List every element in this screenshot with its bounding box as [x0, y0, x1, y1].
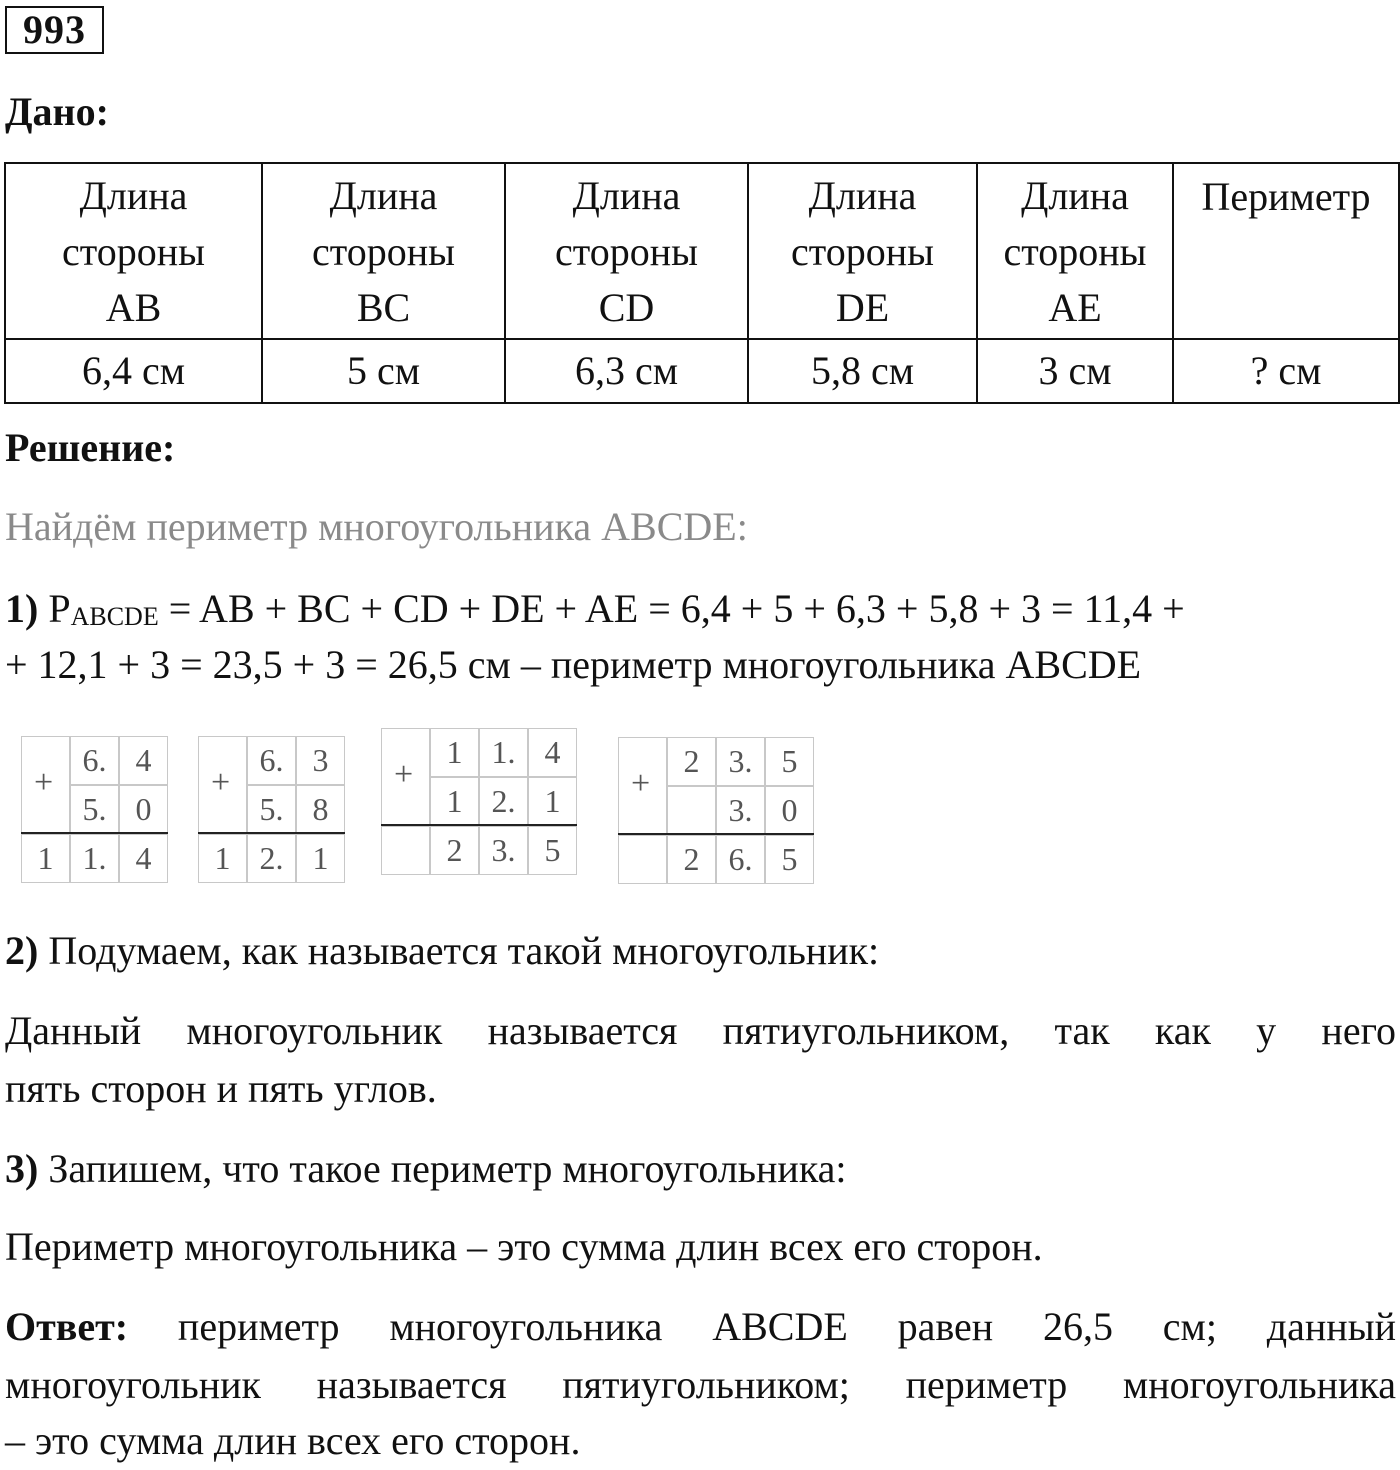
grid-cell: 3. [479, 826, 528, 875]
step2-paragraph-line2: пять сторон и пять углов. [5, 1066, 437, 1111]
grid-cell: 2 [667, 835, 716, 884]
header-ab: Длина стороны AB [5, 163, 262, 339]
step1-line2: + 12,1 + 3 = 23,5 + 3 = 26,5 см – периметр многоугольника ABCDE [5, 642, 1142, 687]
value-perimeter: ? см [1173, 339, 1399, 403]
step3-text: Запишем, что такое периметр многоугольника: [38, 1146, 847, 1191]
value-bc: 5 см [262, 339, 505, 403]
value-cd: 6,3 см [505, 339, 748, 403]
step2-paragraph-line1: Данный многоугольник называется пятиугольником, так как у него [5, 1008, 1396, 1053]
step2-text: Подумаем, как называется такой многоугольник: [38, 928, 880, 973]
grid-cell [667, 786, 716, 835]
header-de: Длина стороны DE [748, 163, 977, 339]
grid-cell: 1. [70, 834, 119, 883]
solution-heading: Решение: [5, 425, 176, 470]
answer-line1 [5, 1298, 1396, 1356]
step3-number: 3) [5, 1146, 39, 1191]
header-bc: Длина стороны BC [262, 163, 505, 339]
solution-intro: Найдём периметр многоугольника ABCDE: [5, 504, 748, 549]
grid-cell: 1 [430, 777, 479, 826]
header-cd: Длина стороны CD [505, 163, 748, 339]
step3-heading [5, 1140, 1396, 1198]
grid-cell: 0 [765, 786, 814, 835]
plus-sign: + [631, 765, 651, 802]
grid-cell: 3. [716, 737, 765, 786]
grid-cell: 2 [430, 826, 479, 875]
grid-cell: 6. [247, 736, 296, 785]
given-heading: Дано: [5, 89, 109, 134]
grid-cell: 0 [119, 785, 168, 834]
step2-heading [5, 922, 1396, 980]
answer-text1: периметр многоугольника ABCDE равен 26,5 см; данный [128, 1304, 1396, 1349]
grid-cell: 5. [247, 785, 296, 834]
grid-cell: 5. [70, 785, 119, 834]
grid-cell [618, 835, 667, 884]
grid-cell: 1 [198, 834, 247, 883]
step1-number: 1) [5, 586, 39, 631]
header-ae: Длина стороны AE [977, 163, 1173, 339]
grid-cell: 3. [716, 786, 765, 835]
grid-cell: 5 [765, 737, 814, 786]
step2-number: 2) [5, 928, 39, 973]
value-ae: 3 см [977, 339, 1173, 403]
grid-cell: 2. [247, 834, 296, 883]
perimeter-subscript: ABCDE [70, 602, 159, 631]
given-table-header-row [5, 163, 1399, 339]
value-ab: 6,4 см [5, 339, 262, 403]
grid-cell: 4 [528, 728, 577, 777]
given-table [4, 162, 1400, 404]
grid-cell: 3 [296, 736, 345, 785]
grid-cell [381, 826, 430, 875]
task-number: 993 [5, 6, 104, 54]
grid-cell: 2. [479, 777, 528, 826]
answer-line3: – это сумма длин всех его сторон. [5, 1418, 581, 1463]
grid-cell: 4 [119, 736, 168, 785]
grid-cell: 1 [528, 777, 577, 826]
grid-cell: 5 [528, 826, 577, 875]
grid-cell: 2 [667, 737, 716, 786]
perimeter-definition: Периметр многоугольника – это сумма длин всех его сторон. [5, 1224, 1043, 1269]
grid-cell: 1. [479, 728, 528, 777]
grid-cell: 6. [716, 835, 765, 884]
grid-cell: 1 [430, 728, 479, 777]
plus-sign: + [34, 764, 54, 801]
step1-equation: = AB + BC + CD + DE + AE = 6,4 + 5 + 6,3 + 5,8 + 3 = 11,4 + [158, 586, 1185, 631]
answer-line2: многоугольник называется пятиугольником; периметр многоугольника [5, 1362, 1396, 1407]
given-table-values-row [5, 339, 1399, 403]
value-de: 5,8 см [748, 339, 977, 403]
grid-cell: 6. [70, 736, 119, 785]
grid-cell: 1 [296, 834, 345, 883]
grid-cell: 4 [119, 834, 168, 883]
grid-cell: 8 [296, 785, 345, 834]
grid-cell: 5 [765, 835, 814, 884]
header-perimeter: Периметр [1173, 163, 1399, 339]
plus-sign: + [211, 764, 231, 801]
answer-label: Ответ: [5, 1304, 129, 1349]
grid-cell: 1 [21, 834, 70, 883]
perimeter-symbol: P [48, 586, 71, 631]
plus-sign: + [394, 756, 414, 793]
